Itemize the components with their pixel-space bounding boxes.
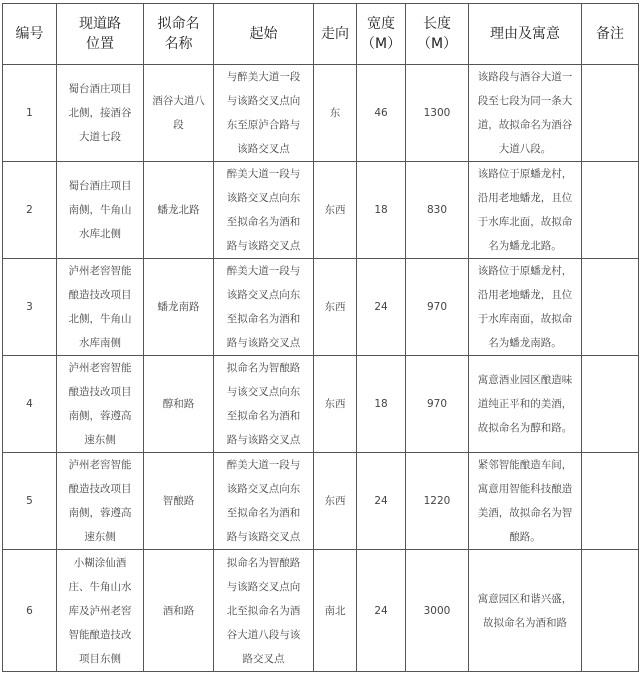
header-text: 走向 xyxy=(321,26,349,42)
cell-text-line: 该路位于原蟠龙村， xyxy=(477,265,573,277)
cell-text-line: 沿用老地蟠龙，且位 xyxy=(477,192,573,204)
cell-text-line: 大道七段 xyxy=(79,131,121,143)
cell-remarks xyxy=(582,453,639,550)
header-text: 备注 xyxy=(596,26,624,42)
cell-text-line: 至拟命名为酒和 xyxy=(226,410,301,422)
table-row xyxy=(3,453,639,550)
cell-length: 1220 xyxy=(406,453,469,550)
cell-text-line: 北侧，牛角山 xyxy=(68,313,132,325)
cell-text-line: 酒谷大道八 xyxy=(152,95,205,107)
cell-location xyxy=(57,162,144,259)
cell-text-line: 名为蟠龙北路。 xyxy=(488,240,562,252)
header-text: 理由及寓意 xyxy=(490,26,560,42)
cell-direction: 东西 xyxy=(314,162,357,259)
cell-number: 5 xyxy=(3,453,57,550)
cell-direction: 东 xyxy=(314,65,357,162)
cell-text-line: 库及泸州老窖 xyxy=(68,604,132,617)
cell-text-line: 醉美大道一段与 xyxy=(226,459,301,471)
cell-text-line: 蜀台酒庄项目 xyxy=(68,83,132,95)
cell-text-line: 酒和路 xyxy=(162,604,195,617)
cell-remarks xyxy=(582,550,639,672)
cell-length: 3000 xyxy=(406,550,469,672)
cell-text-line: 该路交叉点 xyxy=(237,143,290,155)
header-text: （M） xyxy=(416,36,458,52)
cell-text-line: 于水库北面，故拟命 xyxy=(477,216,573,228)
header-text: 现道路 xyxy=(79,16,121,32)
cell-text-line: 大道八段。 xyxy=(498,143,552,155)
cell-text-line: 项目东侧 xyxy=(79,652,121,665)
cell-length: 1300 xyxy=(406,65,469,162)
cell-start-end xyxy=(214,550,314,672)
cell-text-line: 段 xyxy=(173,119,184,131)
cell-text-line: 庄、牛角山水 xyxy=(68,580,132,593)
cell-start-end xyxy=(214,356,314,453)
header-text: （M） xyxy=(361,36,402,52)
cell-text-line: 南侧，蓉遵高 xyxy=(68,507,132,519)
cell-text-line: 至拟命名为酒和 xyxy=(226,313,301,325)
header-direction xyxy=(314,4,357,65)
cell-text-line: 紧邻智能酿造车间， xyxy=(477,459,573,471)
cell-length: 970 xyxy=(406,259,469,356)
cell-text-line: 北侧，接酒谷 xyxy=(68,107,132,119)
cell-width: 24 xyxy=(357,259,406,356)
cell-remarks xyxy=(582,356,639,453)
cell-remarks xyxy=(582,65,639,162)
cell-name xyxy=(144,550,214,672)
cell-name xyxy=(144,162,214,259)
header-text: 位置 xyxy=(86,36,114,52)
cell-text-line: 与该路交叉点向 xyxy=(226,95,301,107)
header-text: 编号 xyxy=(15,26,44,42)
table-row xyxy=(3,162,639,259)
cell-text-line: 沿用老地蟠龙，且位 xyxy=(477,289,573,301)
cell-text-line: 蟠龙南路 xyxy=(157,301,200,313)
cell-text-line: 道，故拟命名为酒谷 xyxy=(477,119,573,131)
header-text: 名称 xyxy=(164,36,193,52)
cell-width: 24 xyxy=(357,453,406,550)
cell-text-line: 于水库南面，故拟命 xyxy=(477,313,573,325)
header-width xyxy=(357,4,406,65)
cell-width: 46 xyxy=(357,65,406,162)
cell-text-line: 南侧，牛角山 xyxy=(68,204,132,216)
cell-remarks xyxy=(582,162,639,259)
cell-text-line: 路交叉点 xyxy=(242,652,285,665)
cell-length: 970 xyxy=(406,356,469,453)
cell-text-line: 路与该路交叉点 xyxy=(226,531,301,543)
cell-text-line: 智酿路 xyxy=(162,495,195,507)
cell-name xyxy=(144,259,214,356)
cell-text-line: 智能酿造技改 xyxy=(68,628,132,641)
header-length xyxy=(406,4,469,65)
cell-number: 1 xyxy=(3,65,57,162)
cell-text-line: 道纯正平和的美酒， xyxy=(477,398,573,410)
cell-text-line: 寓意园区和谐兴盛， xyxy=(477,592,573,605)
cell-start-end xyxy=(214,65,314,162)
cell-text-line: 与该交叉点向东 xyxy=(226,386,301,398)
cell-text-line: 名为蟠龙南路。 xyxy=(488,337,562,349)
cell-text-line: 蟠龙北路 xyxy=(157,204,200,216)
cell-text-line: 南侧，蓉遵高 xyxy=(68,410,132,422)
cell-text-line: 速东侧 xyxy=(84,531,116,543)
cell-text-line: 路与该路交叉点 xyxy=(226,434,301,446)
cell-text-line: 泸州老窖智能 xyxy=(68,265,132,277)
header-number xyxy=(3,4,57,65)
cell-start-end xyxy=(214,453,314,550)
cell-text-line: 酿路。 xyxy=(509,531,541,543)
cell-direction: 东西 xyxy=(314,453,357,550)
table-body xyxy=(3,65,639,672)
cell-text-line: 与该路交叉点向 xyxy=(226,580,301,593)
cell-direction: 东西 xyxy=(314,259,357,356)
cell-width: 24 xyxy=(357,550,406,672)
cell-text-line: 段至七段为同一条大 xyxy=(477,95,573,107)
header-proposed-name xyxy=(144,4,214,65)
cell-text-line: 路与该路交叉点 xyxy=(226,240,301,252)
cell-text-line: 美酒，故拟命名为智 xyxy=(477,507,573,519)
cell-text-line: 东至原泸合路与 xyxy=(226,119,301,131)
cell-text-line: 拟命名为智酿路 xyxy=(226,362,301,374)
cell-text-line: 该路位于原蟠龙村， xyxy=(477,168,573,180)
cell-reason xyxy=(469,453,582,550)
cell-text-line: 水库北侧 xyxy=(79,228,121,240)
header-reason xyxy=(469,4,582,65)
cell-text-line: 谷大道八段与该 xyxy=(226,628,301,641)
cell-text-line: 拟命名为智酿路 xyxy=(226,556,301,569)
cell-direction: 东西 xyxy=(314,356,357,453)
cell-text-line: 与醉美大道一段 xyxy=(226,71,301,83)
table-row xyxy=(3,356,639,453)
header-remarks xyxy=(582,4,639,65)
cell-name xyxy=(144,453,214,550)
cell-start-end xyxy=(214,259,314,356)
cell-text-line: 酿造技改项目 xyxy=(68,289,132,301)
cell-text-line: 醉美大道一段与 xyxy=(226,265,301,277)
cell-text-line: 该路交叉点向东 xyxy=(226,483,301,495)
cell-text-line: 至拟命名为酒和 xyxy=(226,507,301,519)
table-row xyxy=(3,65,639,162)
cell-direction: 南北 xyxy=(314,550,357,672)
cell-remarks xyxy=(582,259,639,356)
cell-text-line: 至拟命名为酒和 xyxy=(226,216,301,228)
cell-number: 3 xyxy=(3,259,57,356)
header-start-end xyxy=(214,4,314,65)
cell-text-line: 泸州老窖智能 xyxy=(68,362,132,374)
cell-number: 2 xyxy=(3,162,57,259)
cell-text-line: 泸州老窖智能 xyxy=(68,459,132,471)
header-current-location xyxy=(57,4,144,65)
header-text: 起始 xyxy=(249,26,278,42)
road-naming-table xyxy=(2,3,639,672)
cell-start-end xyxy=(214,162,314,259)
cell-text-line: 醇和路 xyxy=(162,398,195,410)
cell-text-line: 北至拟命名为酒 xyxy=(226,604,301,617)
cell-text-line: 寓意酒业园区酿造味 xyxy=(477,374,573,386)
cell-text-line: 酿造技改项目 xyxy=(68,386,132,398)
table-row xyxy=(3,259,639,356)
cell-text-line: 醉美大道一段与 xyxy=(226,168,301,180)
cell-name xyxy=(144,356,214,453)
cell-location xyxy=(57,453,144,550)
cell-length: 830 xyxy=(406,162,469,259)
cell-location xyxy=(57,65,144,162)
cell-text-line: 小糊涂仙酒 xyxy=(73,556,127,569)
cell-location xyxy=(57,356,144,453)
cell-reason xyxy=(469,550,582,672)
cell-reason xyxy=(469,162,582,259)
header-row xyxy=(3,4,639,65)
header-text: 拟命名 xyxy=(157,16,200,32)
header-text: 宽度 xyxy=(367,16,395,32)
cell-text-line: 蜀台酒庄项目 xyxy=(68,180,132,192)
cell-name xyxy=(144,65,214,162)
header-text: 长度 xyxy=(423,16,451,32)
cell-text-line: 寓意用智能科技酿造 xyxy=(477,483,573,495)
cell-reason xyxy=(469,259,582,356)
cell-text-line: 故拟命名为酒和路 xyxy=(483,616,567,629)
cell-text-line: 水库南侧 xyxy=(79,337,121,349)
cell-width: 18 xyxy=(357,356,406,453)
cell-text-line: 路与该路交叉点 xyxy=(226,337,301,349)
cell-text-line: 该路交叉点向东 xyxy=(226,289,301,301)
cell-text-line: 故拟命名为醇和路。 xyxy=(477,422,573,434)
cell-reason xyxy=(469,356,582,453)
cell-location xyxy=(57,550,144,672)
cell-number: 4 xyxy=(3,356,57,453)
cell-location xyxy=(57,259,144,356)
cell-number: 6 xyxy=(3,550,57,672)
cell-text-line: 速东侧 xyxy=(84,434,116,446)
cell-text-line: 该路交叉点向东 xyxy=(226,192,301,204)
cell-text-line: 该路段与酒谷大道一 xyxy=(477,71,573,83)
cell-width: 18 xyxy=(357,162,406,259)
cell-text-line: 酿造技改项目 xyxy=(68,483,132,495)
table-row xyxy=(3,550,639,672)
cell-reason xyxy=(469,65,582,162)
